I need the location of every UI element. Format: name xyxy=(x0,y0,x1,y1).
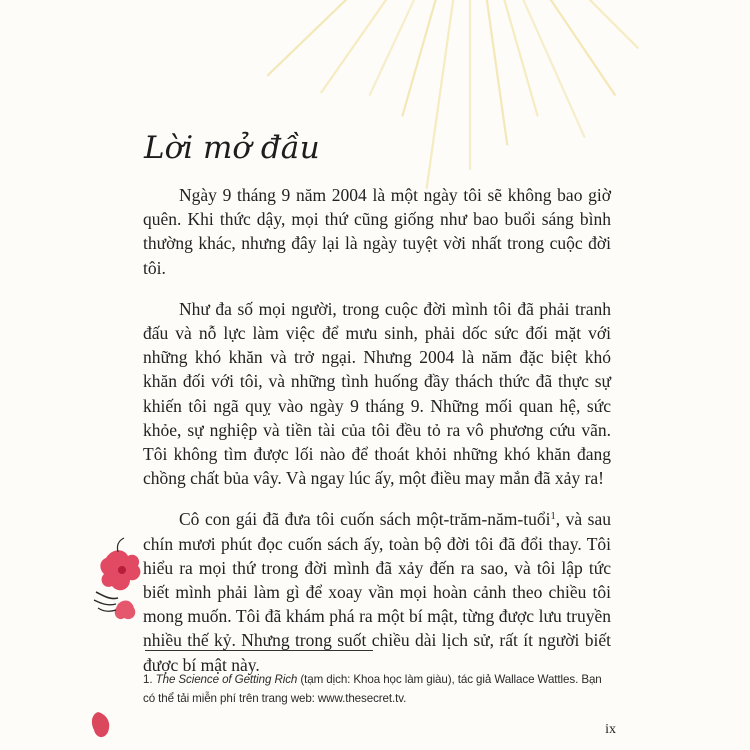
sun-ray xyxy=(494,0,584,137)
page-number: ix xyxy=(605,722,616,737)
paragraph-3-end: , và sau chín mươi phút đọc cuốn sách ấy, toàn bộ đời tôi đã đổi thay. Tôi hiểu ra mọi thứ trong đời mình đã xảy đến ra sao, và tôi lập tức biết mình phải làm gì để xoay vần mọi hoàn cảnh theo chiều tôi mong muốn. Tôi đã khám phá ra một bí mật, từng được lưu truyền nhiều thế kỷ. Nhưng trong suốt chiều dài lịch sử, rất ít người biết được bí mật này. xyxy=(143,509,611,675)
footnote-book-title: The Science of Getting Rich xyxy=(155,673,298,686)
sun-ray xyxy=(268,0,391,75)
paragraph-3-start: Cô con gái đã đưa tôi cuốn sách một-trăm-năm-tuổi xyxy=(179,509,551,530)
floral-ornament-decoration xyxy=(0,0,153,750)
sun-ray xyxy=(530,0,638,48)
footnote-text: (tạm dịch: Khoa học làm giàu), tác giả Wallace Wattles. Bạn có thể tải miễn phí trên trang web: www.thesecret.tv. xyxy=(143,673,602,705)
paragraph-1: Ngày 9 tháng 9 năm 2004 là một ngày tôi sẽ không bao giờ quên. Khi thức dậy, mọi thứ cũng giống như bao buổi sáng bình thường khác, nhưng đây lại là ngày tuyệt vời nhất trong cuộc đời tôi. xyxy=(143,185,611,278)
footnote-reference: 1 xyxy=(550,511,556,523)
footnote-divider xyxy=(145,650,373,651)
sun-ray xyxy=(370,0,445,95)
paragraph-3 xyxy=(143,507,611,676)
sun-ray xyxy=(321,0,421,92)
footnote xyxy=(143,670,611,708)
sun-ray xyxy=(485,0,507,144)
red-leaf-ornament xyxy=(92,712,109,737)
sun-ray xyxy=(427,0,459,188)
chapter-title: Lời mở đầu xyxy=(144,130,320,166)
body-text xyxy=(143,183,611,694)
paragraph-2: Như đa số mọi người, trong cuộc đời mình tôi đã phải tranh đấu và nỗ lực làm việc để mưu sinh, phải dốc sức đối mặt với những khó khăn và trở ngại. Nhưng 2004 là năm đặc biệt khó khăn đối với tôi, và những tình huống đầy thách thức đã thực sự khiến tôi ngã quỵ vào ngày 9 tháng 9. Những mối quan hệ, sức khỏe, sự nghiệp và tiền tài của tôi đều tỏ ra vô phương cứu vãn. Tôi không tìm được lối nào để thoát khỏi những khó khăn đang chồng chất bủa vây. Và ngay lúc ấy, một điều may mắn đã xảy ra! xyxy=(143,298,611,489)
footnote-number: 1. xyxy=(143,673,153,686)
sun-ray xyxy=(403,0,440,116)
red-flower-ornament xyxy=(94,538,140,619)
